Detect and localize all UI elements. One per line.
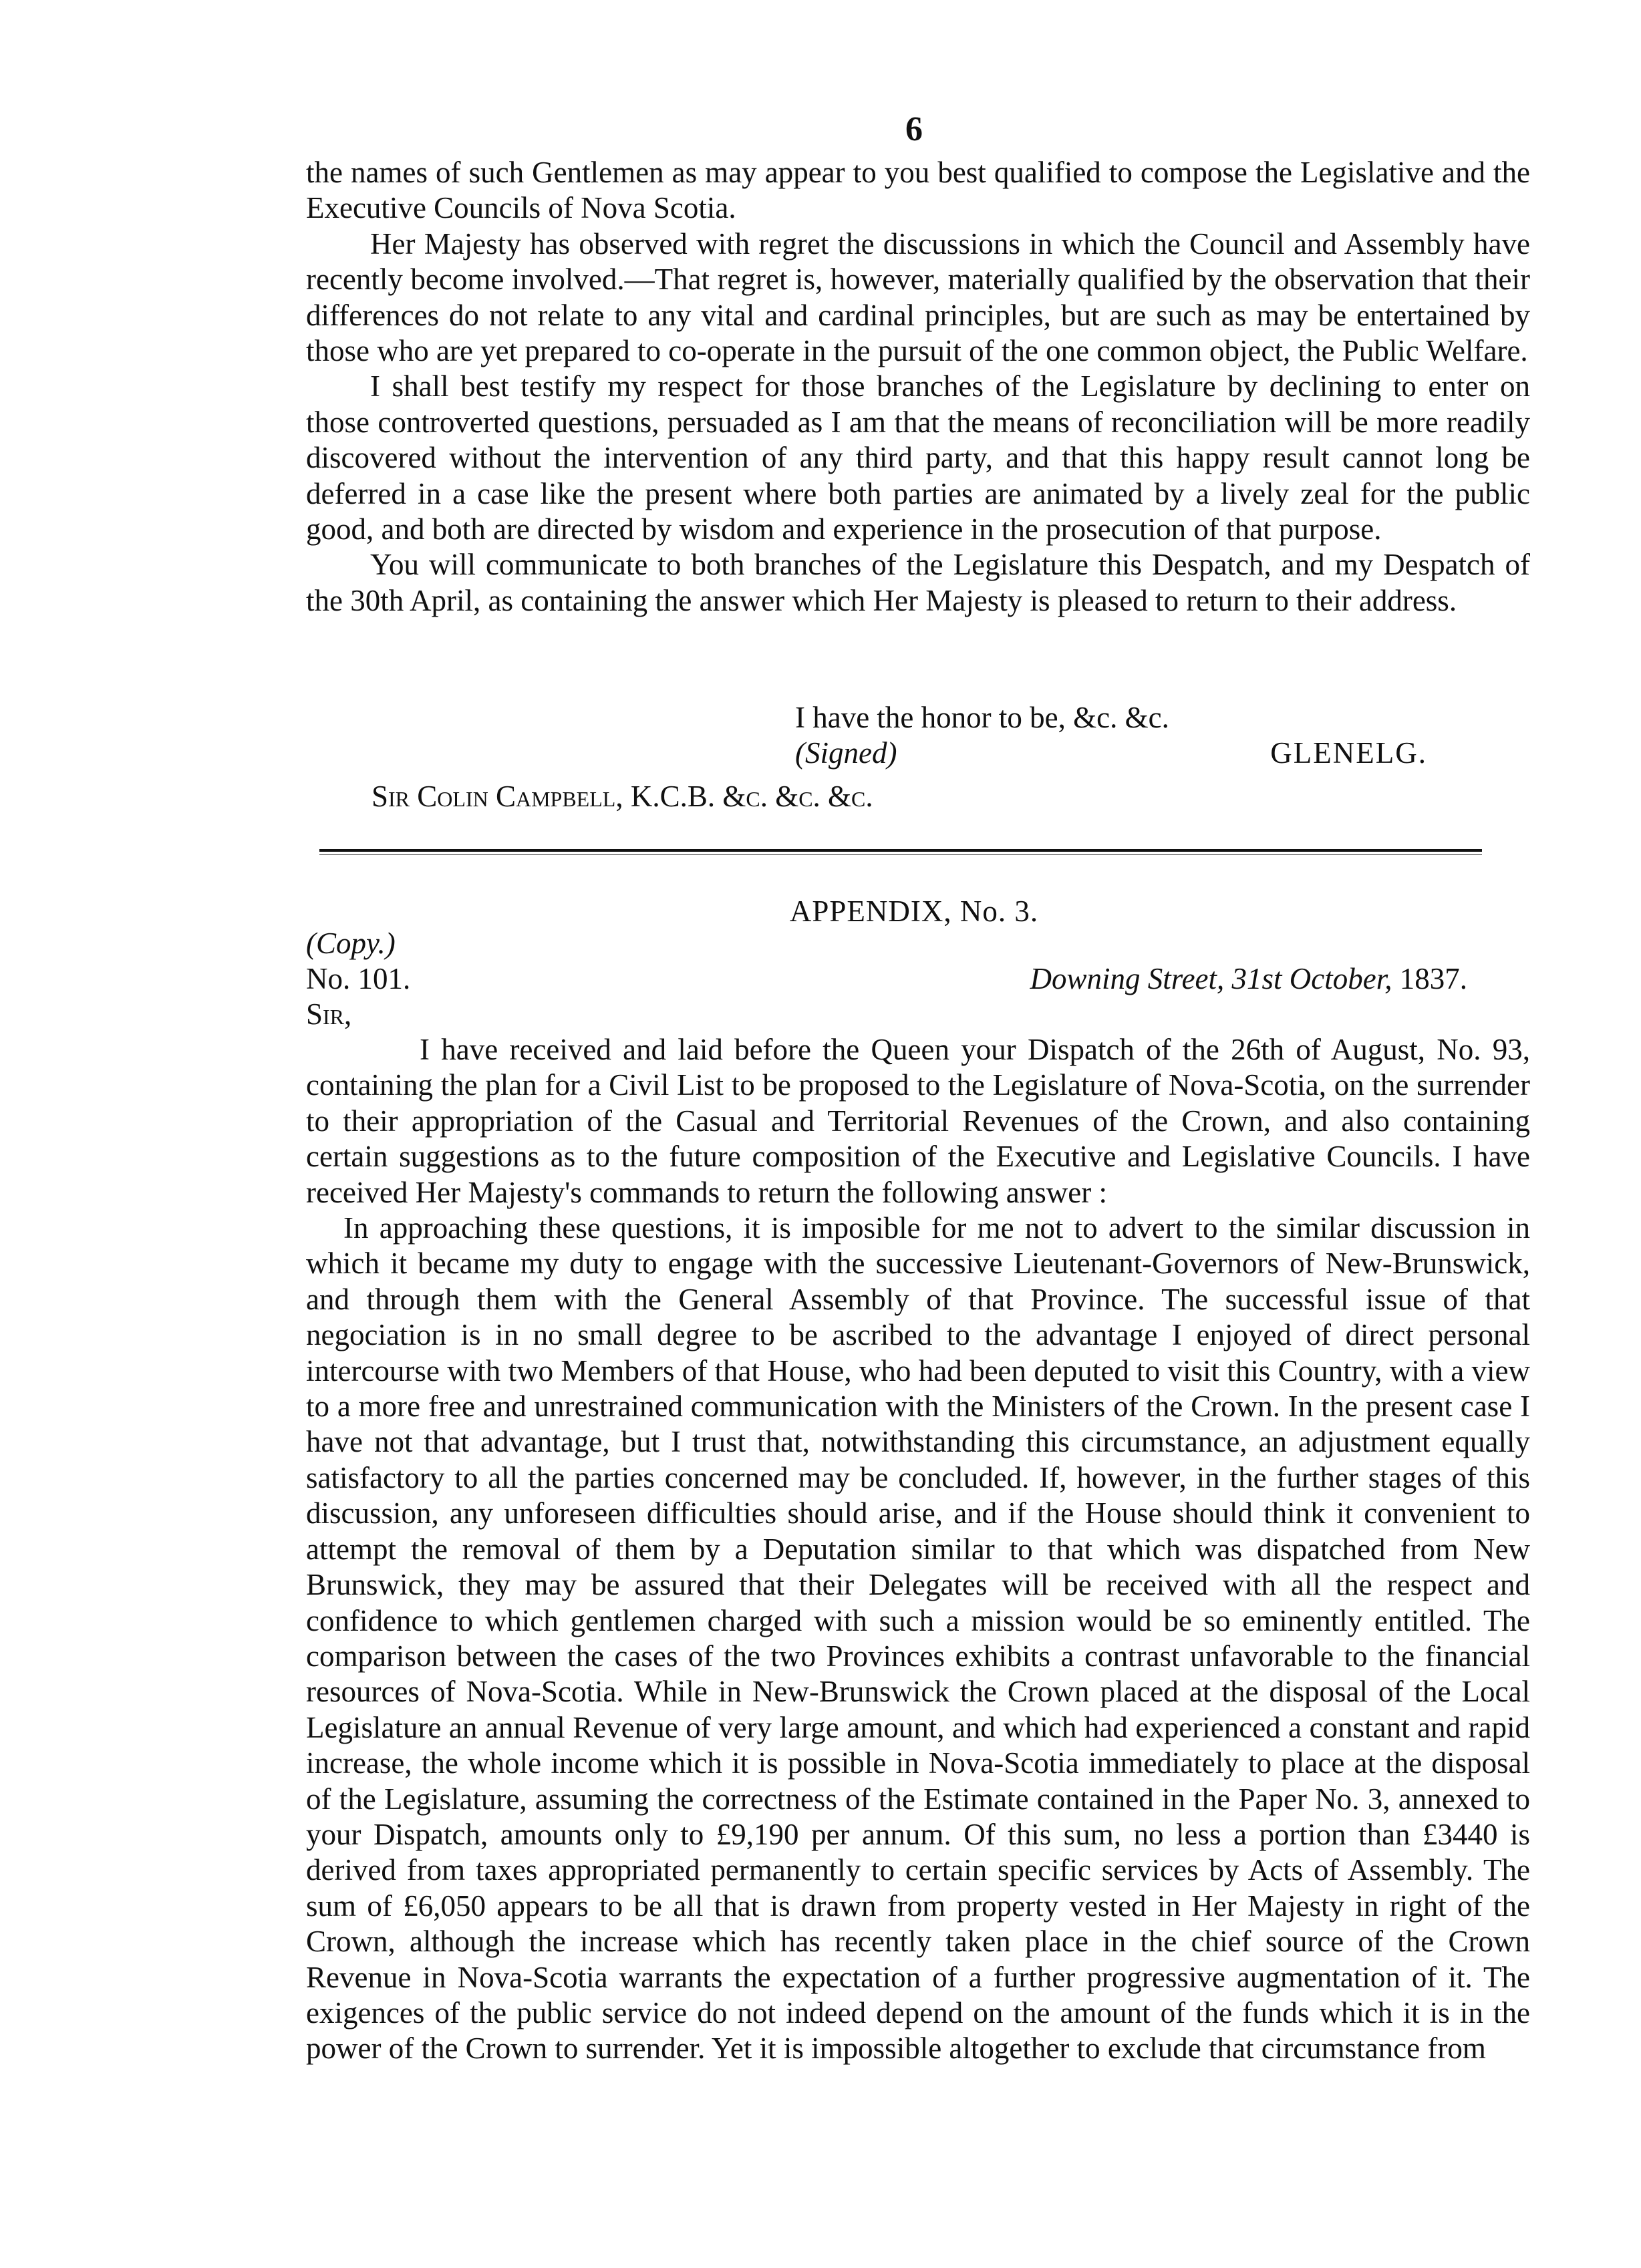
reference-row [306, 961, 1467, 996]
signature-line [795, 736, 1427, 771]
appendix-title: APPENDIX, No. 3. [789, 895, 1039, 928]
letter-body [306, 155, 1530, 619]
place-date-text: Downing Street, 31st October, [1030, 962, 1392, 995]
letter-paragraph: You will communicate to both branches of the Legislature this Despatch, and my Despatch of the 30th April, as containing the answer which Her Majesty is pleased to return to their address. [306, 548, 1530, 617]
page-number: 6 [905, 110, 923, 148]
closing-phrase: I have the honor to be, &c. &c. [795, 701, 1169, 734]
appendix-paragraph: I have received and laid before the Queen your Dispatch of the 26th of August, No. 93, containing the plan for a Civil List to be proposed to the Legislature of Nova-Scotia, on the surrender to their appropriation of the Casual and Territorial Revenues of the Crown, and also containing certain suggestions as to the future composition of the Executive and Legislative Councils. I have received Her Majesty's commands to return the following answer : [306, 1033, 1530, 1209]
letter-paragraph: I shall best testify my respect for those branches of the Legislature by declining to enter on those controverted questions, persuaded as I am that the means of reconciliation will be more readily discovered without the intervention of any third party, and that this happy result cannot long be deferred in a case like the present where both parties are animated by a lively zeal for the public good, and both are directed by wisdom and experience in the prosecution of that purpose. [306, 369, 1530, 546]
section-divider-thin [319, 854, 1482, 855]
date-year: 1837. [1399, 962, 1467, 995]
copy-label: (Copy.) [306, 927, 396, 960]
appendix-paragraph: In approaching these questions, it is imposible for me not to advert to the similar discussion in which it became my duty to engage with the successive Lieutenant-Governors of New-Brunswick, and through them with the General Assembly of that Province. The successful issue of that negociation is in no small degree to be ascribed to the advantage I enjoyed of direct personal intercourse with two Members of that House, who had been deputed to visit this Country, with a view to a more free and unrestrained communication with the Ministers of the Crown. In the present case I have not that advantage, but I trust that, notwithstanding this circumstance, an adjustment equally satisfactory to all the parties concerned may be concluded. If, however, in the further stages of this discussion, any unforeseen difficulties should arise, and if the House should think it convenient to attempt the removal of them by a Deputation similar to that which was dispatched from New Brunswick, they may be assured that their Delegates will be received with all the respect and confidence to which gentlemen charged with such a mission would be so eminently entitled. The comparison between the cases of the two Provinces exhibits a contrast unfavorable to the financial resources of Nova-Scotia. While in New-Brunswick the Crown placed at the disposal of the Local Legislature an annual Revenue of very large amount, and which had experienced a constant and rapid increase, the whole income which it is possible in Nova-Scotia immediately to place at the disposal of the Legislature, assuming the correctness of the Estimate contained in the Paper No. 3, annexed to your Dispatch, amounts only to £9,190 per annum. Of this sum, no less a portion than £3440 is derived from taxes appropriated permanently to certain specific services by Acts of Assembly. The sum of £6,050 appears to be all that is drawn from property vested in Her Majesty in right of the Crown, although the increase which has recently taken place in the chief source of the Crown Revenue in Nova-Scotia warrants the expectation of a further progressive augmentation of it. The exigences of the public service do not indeed depend on the amount of the funds which it is in the power of the Crown to surrender. Yet it is impossible altogether to exclude that circumstance from [306, 1211, 1530, 2066]
place-date [1030, 961, 1467, 996]
despatch-number: No. 101. [306, 962, 411, 995]
signed-label: (Signed) [795, 736, 897, 770]
letter-paragraph: the names of such Gentlemen as may appear to you best qualified to compose the Legislative and the Executive Councils of Nova Scotia. [306, 156, 1530, 225]
salutation: Sir, [306, 997, 352, 1031]
letter-paragraph: Her Majesty has observed with regret the discussions in which the Council and Assembly have recently become involved.—That regret is, however, materially qualified by the observation that their differences do not relate to any vital and cardinal principles, but are such as may be entertained by those who are yet prepared to co-operate in the pursuit of the one common object, the Public Welfare. [306, 226, 1530, 368]
signer-name: GLENELG. [1270, 736, 1427, 770]
addressee: Sir Colin Campbell, K.C.B. &c. &c. &c. [371, 780, 873, 813]
appendix-body [306, 1032, 1530, 2067]
section-divider [319, 849, 1482, 852]
